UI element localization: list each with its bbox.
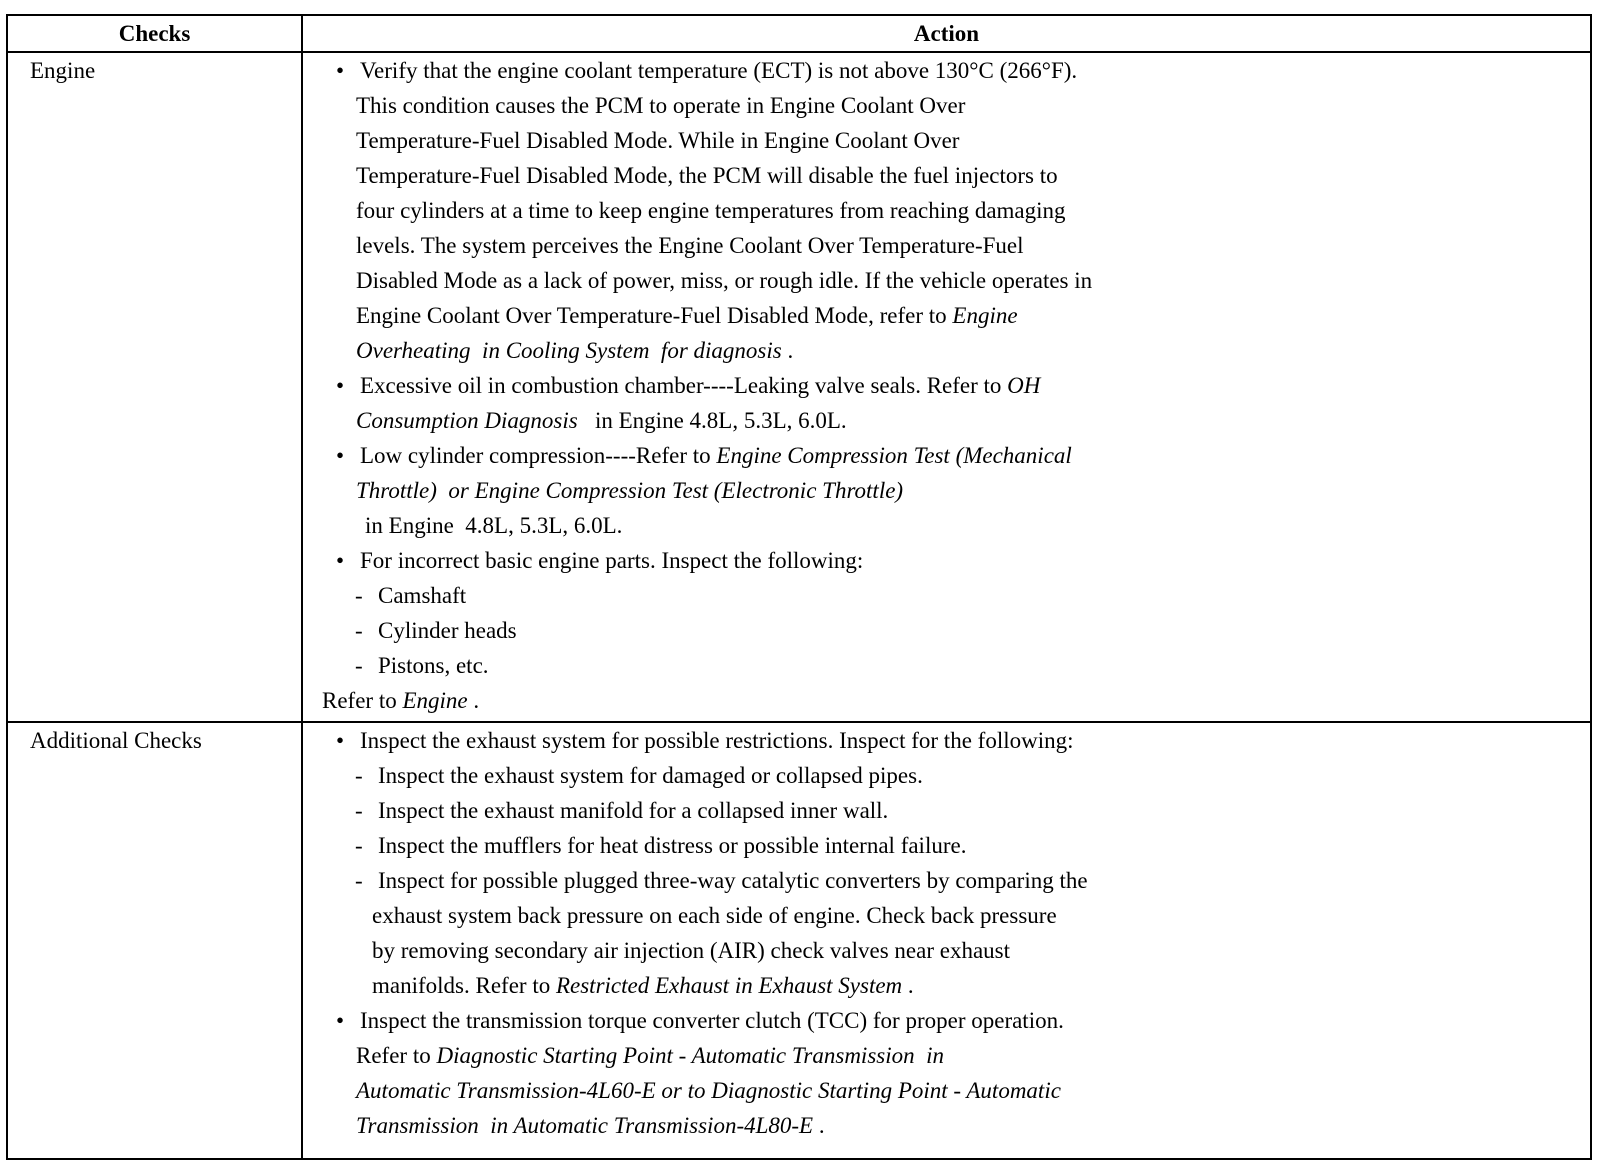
line-text: Low cylinder compression----Refer to: [360, 443, 717, 468]
text-continuation: [303, 403, 1590, 438]
line-text: This condition causes the PCM to operate in Engine Coolant Over: [356, 93, 966, 118]
bullet-icon: •: [336, 1008, 345, 1033]
dash-icon: -: [355, 653, 363, 678]
line-text: manifolds. Refer to: [372, 973, 556, 998]
text-continuation: [303, 193, 1590, 228]
diagnostic-table: [6, 14, 1592, 1160]
bullet-icon: •: [336, 58, 345, 83]
line-text: Disabled Mode as a lack of power, miss, or rough idle. If the vehicle operates in: [356, 268, 1093, 293]
bullet-icon: •: [336, 443, 345, 468]
reference-link-text: Engine: [952, 303, 1018, 328]
line-text: Pistons, etc.: [378, 653, 489, 678]
line-text: four cylinders at a time to keep engine temperatures from reaching damaging: [356, 198, 1066, 223]
check-label-additional: Additional Checks: [30, 728, 202, 753]
text-continuation: [303, 508, 1590, 543]
line-text: in Engine 4.8L, 5.3L, 6.0L.: [365, 513, 623, 538]
line-text: Engine Coolant Over Temperature-Fuel Disabled Mode, refer to: [356, 303, 953, 328]
text-continuation: [303, 228, 1590, 263]
sub-item-continuation: [303, 933, 1590, 968]
line-text: Inspect the exhaust manifold for a collapsed inner wall.: [378, 798, 889, 823]
sub-item-continuation: [303, 898, 1590, 933]
text-continuation: [303, 88, 1590, 123]
dash-icon: -: [355, 798, 363, 823]
line-text: Inspect for possible plugged three-way catalytic converters by comparing the: [378, 868, 1088, 893]
text-continuation: [303, 1108, 1590, 1143]
bullet-item: [303, 53, 1590, 88]
line-suffix: .: [781, 338, 794, 363]
bullet-icon: •: [336, 548, 345, 573]
bullet-item: [303, 438, 1590, 473]
header-checks: Checks: [118, 21, 191, 46]
bullet-icon: •: [336, 373, 345, 398]
text-continuation: [303, 123, 1590, 158]
sub-item: [303, 863, 1590, 898]
text-continuation: [303, 158, 1590, 193]
line-text: Camshaft: [378, 583, 467, 608]
line-text: Verify that the engine coolant temperature (ECT) is not above 130°C (266°F).: [360, 58, 1078, 83]
text-continuation: [303, 1038, 1590, 1073]
dash-icon: -: [355, 583, 363, 608]
action-cell-additional: [303, 723, 1590, 1160]
dash-icon: -: [355, 763, 363, 788]
reference-link-text: Restricted Exhaust in Exhaust System: [555, 973, 903, 998]
bullet-item: [303, 368, 1590, 403]
sub-item: [303, 758, 1590, 793]
line-text: Temperature-Fuel Disabled Mode, the PCM will disable the fuel injectors to: [356, 163, 1058, 188]
text-continuation: [303, 333, 1590, 368]
check-label-engine: Engine: [30, 58, 96, 83]
reference-link-text: Consumption Diagnosis: [356, 408, 578, 433]
line-text: Inspect the exhaust system for damaged or collapsed pipes.: [378, 763, 923, 788]
line-text: Inspect the transmission torque converter clutch (TCC) for proper operation.: [360, 1008, 1064, 1033]
sub-item: [303, 613, 1590, 648]
line-suffix: .: [467, 688, 480, 713]
line-text: Refer to: [322, 688, 403, 713]
bullet-item: [303, 543, 1590, 578]
line-suffix: in Engine 4.8L, 5.3L, 6.0L.: [577, 408, 847, 433]
text-continuation: [303, 298, 1590, 333]
sub-item: [303, 648, 1590, 683]
bullet-item: [303, 723, 1590, 758]
line-text: For incorrect basic engine parts. Inspect the following:: [360, 548, 864, 573]
reference-link-text: Engine: [402, 688, 468, 713]
dash-icon: -: [355, 868, 363, 893]
sub-item: [303, 793, 1590, 828]
line-text: Temperature-Fuel Disabled Mode. While in Engine Coolant Over: [356, 128, 960, 153]
text-continuation: [303, 473, 1590, 508]
line-text: Excessive oil in combustion chamber----Leaking valve seals. Refer to: [360, 373, 1008, 398]
sub-item: [303, 578, 1590, 613]
line-suffix: .: [902, 973, 914, 998]
text-continuation: [303, 1073, 1590, 1108]
line-text: Refer to: [356, 1043, 437, 1068]
reference-link-text: Overheating in Cooling System for diagnosis: [356, 338, 782, 363]
action-cell-engine: [303, 53, 1590, 721]
line-text: Inspect the mufflers for heat distress or possible internal failure.: [378, 833, 967, 858]
bullet-item: [303, 1003, 1590, 1038]
bullet-icon: •: [336, 728, 345, 753]
reference-link-text: Throttle) or Engine Compression Test (Electronic Throttle): [356, 478, 904, 503]
reference-link-text: OH: [1007, 373, 1041, 398]
line-suffix: .: [813, 1113, 825, 1138]
dash-icon: -: [355, 833, 363, 858]
dash-icon: -: [355, 618, 363, 643]
line-text: Inspect the exhaust system for possible restrictions. Inspect for the following:: [360, 728, 1074, 753]
line-text: levels. The system perceives the Engine Coolant Over Temperature-Fuel: [356, 233, 1024, 258]
line-text: by removing secondary air injection (AIR) check valves near exhaust: [372, 938, 1011, 963]
reference-link-text: Automatic Transmission-4L60-E or to Diagnostic Starting Point - Automatic: [356, 1078, 1061, 1103]
reference-link-text: Diagnostic Starting Point - Automatic Transmission in: [436, 1043, 944, 1068]
refer-line: [303, 683, 1590, 718]
header-action: Action: [913, 21, 980, 46]
reference-link-text: Transmission in Automatic Transmission-4L80-E: [356, 1113, 814, 1138]
line-text: exhaust system back pressure on each side of engine. Check back pressure: [372, 903, 1057, 928]
sub-item: [303, 828, 1590, 863]
line-text: Cylinder heads: [378, 618, 517, 643]
reference-link-text: Engine Compression Test (Mechanical: [716, 443, 1072, 468]
text-continuation: [303, 263, 1590, 298]
sub-item-continuation: [303, 968, 1590, 1003]
